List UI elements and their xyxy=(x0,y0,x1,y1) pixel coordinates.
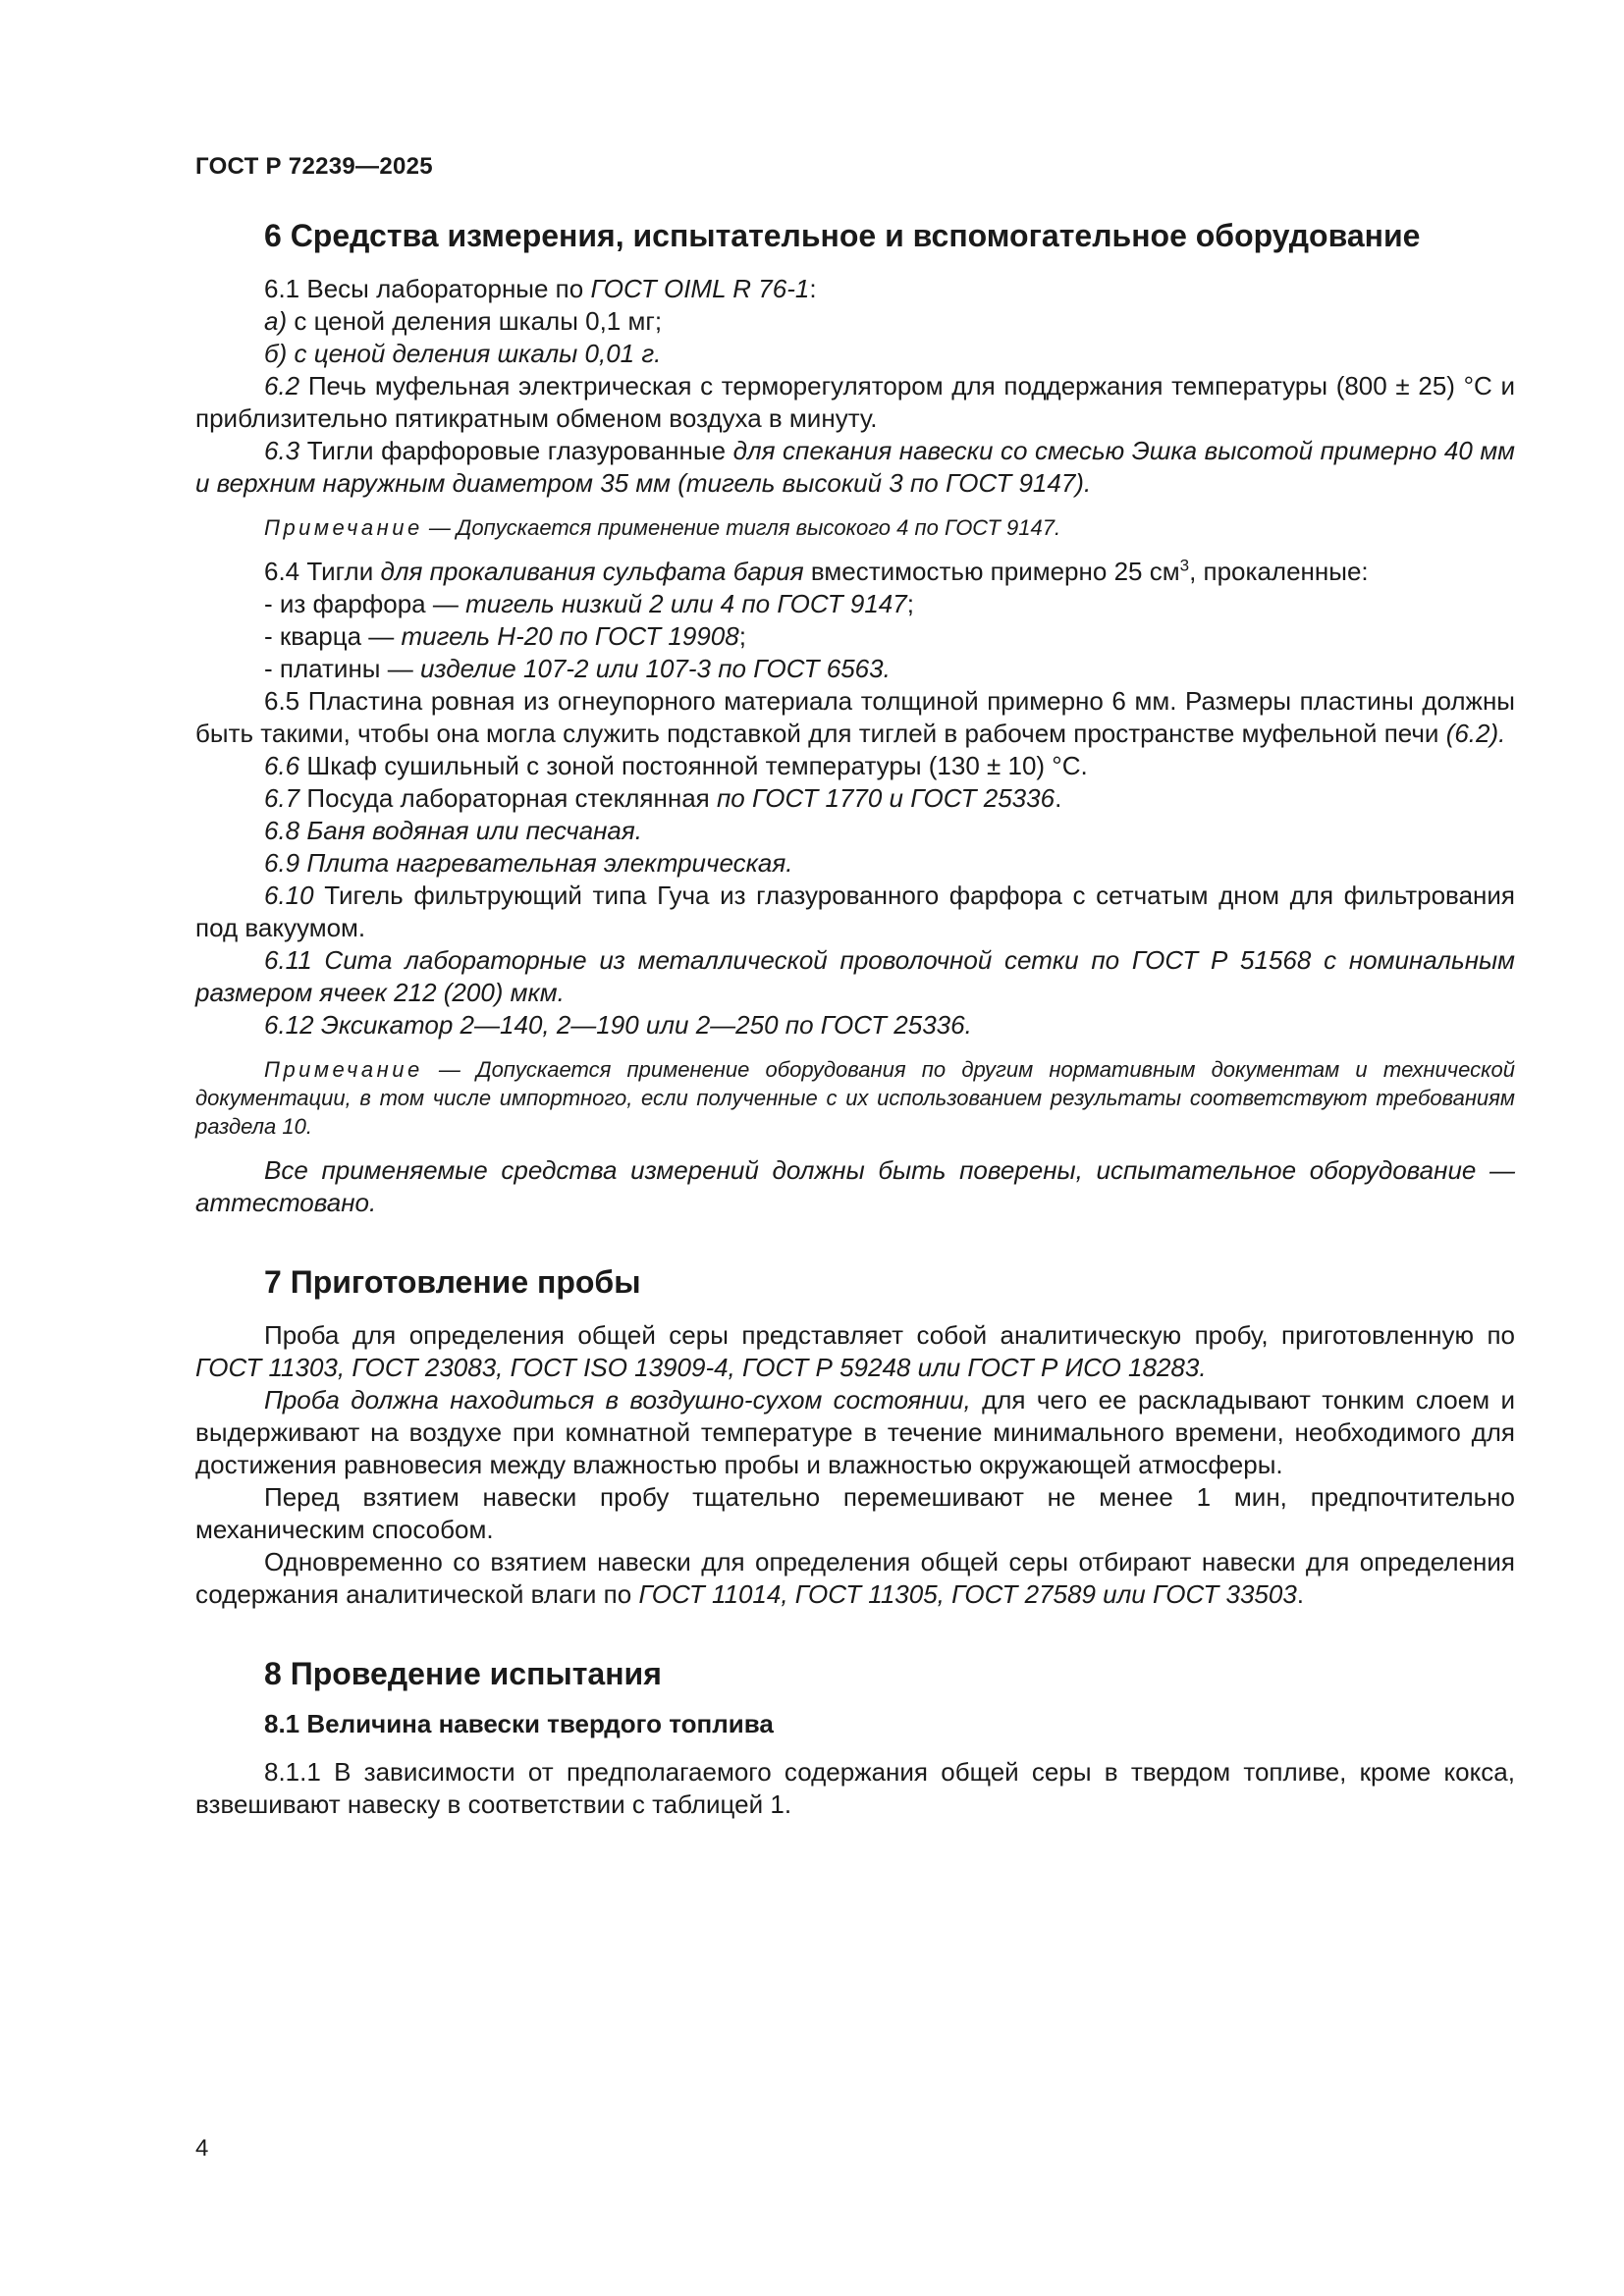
text-run: Проба должна находиться в воздушно-сухом состоянии, xyxy=(264,1385,971,1415)
text-run: Печь муфельная электрическая с терморегулятором для поддержания температуры (800 ± 25) °С и приблизительно пятикратным обменом воздуха в минуту. xyxy=(195,371,1515,433)
text-run: Тигель фильтрующий типа Гуча из глазурованного фарфора с сетчатым дном для фильтрования под вакуумом. xyxy=(195,881,1515,942)
text-run: ; xyxy=(906,589,914,618)
paragraph-6-7 xyxy=(195,782,1515,815)
text-run: Шкаф сушильный с зоной постоянной температуры (130 ± 10) °С. xyxy=(299,751,1088,780)
text-run: а) xyxy=(264,306,288,336)
paragraph-6-9 xyxy=(195,847,1515,880)
text-run: 6.11 Сита лабораторные из металлической проволочной сетки по ГОСТ Р 51568 с номинальным размером ячеек 212 (200) мкм. xyxy=(195,945,1515,1007)
paragraph-6-6 xyxy=(195,750,1515,782)
text-run: тигель Н-20 по ГОСТ 19908 xyxy=(401,621,739,651)
text-run: , прокаленные: xyxy=(1189,557,1369,586)
text-run: вместимостью примерно 25 см xyxy=(803,557,1180,586)
paragraph-7-1 xyxy=(195,1319,1515,1384)
text-run: ГОСТ 11014, ГОСТ 11305, ГОСТ 27589 или ГОСТ 33503 xyxy=(638,1579,1297,1609)
section-8-title: 8 Проведение испытания xyxy=(264,1656,662,1691)
text-run: (6.2). xyxy=(1445,719,1506,748)
text-run: 6.6 xyxy=(264,751,300,780)
document-header-id: ГОСТ Р 72239—2025 xyxy=(195,153,433,180)
text-run: . xyxy=(1296,1579,1305,1609)
paragraph-6-final xyxy=(195,1154,1515,1219)
note-label: Примечание xyxy=(264,1057,423,1082)
paragraph-6-1 xyxy=(195,273,1515,305)
section-7-title: 7 Приготовление пробы xyxy=(264,1264,641,1300)
paragraph-6-2 xyxy=(195,370,1515,435)
paragraph-6-12 xyxy=(195,1009,1515,1041)
text-run: тигель низкий 2 или 4 по ГОСТ 9147 xyxy=(465,589,907,618)
text-run: для чего ее раскладывают тонким слоем и выдерживают на воздухе при комнатной температуре в течение минимального времени, необходимого для достижения равновесия между влажностью пробы и влажностью окружающей атмосферы. xyxy=(195,1385,1515,1479)
text-run: Посуда лабораторная стеклянная xyxy=(299,783,717,813)
text-run: 6.12 Эксикатор 2—140, 2—190 или 2—250 по ГОСТ 25336. xyxy=(264,1010,972,1040)
page-number: 4 xyxy=(195,2135,209,2162)
paragraph-6-11 xyxy=(195,944,1515,1009)
section-6-title: 6 Средства измерения, испытательное и вспомогательное оборудование xyxy=(264,218,1421,253)
text-run: для спекания навески со смесью Эшка высотой примерно 40 мм и верхним наружным диаметром 35 мм (тигель высокий 3 по ГОСТ 9147). xyxy=(195,436,1515,498)
text-run: 6.3 xyxy=(264,436,300,465)
text-run: : xyxy=(809,274,817,303)
paragraph-6-4 xyxy=(195,556,1515,588)
paragraph-6-8 xyxy=(195,815,1515,847)
paragraph-7-3: Перед взятием навески пробу тщательно перемешивают не менее 1 мин, предпочтительно механическим способом. xyxy=(195,1482,1515,1544)
text-run: . xyxy=(1055,783,1062,813)
text-run: изделие 107-2 или 107-3 по ГОСТ 6563. xyxy=(419,654,891,683)
subsection-8-1-title: 8.1 Величина навески твердого топлива xyxy=(264,1709,774,1738)
paragraph-6-3 xyxy=(195,435,1515,500)
list-item-6-4-2 xyxy=(195,620,1515,653)
text-run: 6.7 xyxy=(264,783,300,813)
paragraph-7-2 xyxy=(195,1384,1515,1481)
text-run: Тигли фарфоровые глазурованные xyxy=(299,436,733,465)
superscript: 3 xyxy=(1179,556,1190,575)
text-run: б) с ценой деления шкалы 0,01 г. xyxy=(264,339,662,368)
paragraph-7-4 xyxy=(195,1546,1515,1611)
document-body xyxy=(195,216,1515,1821)
text-run: 6.9 Плита нагревательная электрическая. xyxy=(264,848,793,878)
text-run: 6.8 Баня водяная или песчаная. xyxy=(264,816,642,845)
list-item-6-4-1 xyxy=(195,588,1515,620)
paragraph-8-1-1: 8.1.1 В зависимости от предполагаемого содержания общей серы в твердом топливе, кроме кокса, взвешивают навеску в соответствии с таблицей 1. xyxy=(195,1757,1515,1819)
text-run: 6.4 Тигли xyxy=(264,557,381,586)
text-run: Проба для определения общей серы представляет собой аналитическую пробу, приготовленную по xyxy=(264,1320,1515,1350)
list-item-6-1-b xyxy=(195,338,1515,370)
text-run: - платины — xyxy=(264,654,420,683)
text-run: - кварца — xyxy=(264,621,402,651)
list-item-6-4-3 xyxy=(195,653,1515,685)
note-2 xyxy=(195,1055,1515,1141)
text-run: Одновременно со взятием навески для определения общей серы отбирают навески для определения содержания аналитической влаги по xyxy=(195,1547,1515,1609)
text-run: ; xyxy=(738,621,746,651)
text-run: для прокаливания сульфата бария xyxy=(380,557,804,586)
text-run: 6.2 xyxy=(264,371,300,400)
note-1 xyxy=(195,513,1515,542)
reference-italic: ГОСТ OIML R 76-1 xyxy=(590,274,810,303)
note-text: — Допускается применение тигля высокого 4 по ГОСТ 9147. xyxy=(422,515,1061,540)
paragraph-6-5 xyxy=(195,685,1515,750)
list-item-6-1-a xyxy=(195,305,1515,338)
note-label: Примечание xyxy=(264,515,423,540)
paragraph-6-10 xyxy=(195,880,1515,944)
text-run: ГОСТ 11303, ГОСТ 23083, ГОСТ ISO 13909-4, ГОСТ Р 59248 или ГОСТ Р ИСО 18283. xyxy=(195,1353,1207,1382)
text-run: 6.5 Пластина ровная из огнеупорного материала толщиной примерно 6 мм. Размеры пластины должны быть такими, чтобы она могла служить подставкой для тиглей в рабочем пространстве муфельной печи xyxy=(195,686,1515,748)
text-run: 6.10 xyxy=(264,881,314,910)
text-run: - из фарфора — xyxy=(264,589,466,618)
text-run: по ГОСТ 1770 и ГОСТ 25336 xyxy=(716,783,1056,813)
text-run: 6.1 Весы лабораторные по xyxy=(264,274,591,303)
text-run: с ценой деления шкалы 0,1 мг; xyxy=(287,306,663,336)
text-run: Все применяемые средства измерений должны быть поверены, испытательное оборудование — аттестовано. xyxy=(195,1155,1515,1217)
note-text: — Допускается применение оборудования по другим нормативным документам и технической документации, в том числе импортного, если полученные с их использованием результаты соответствуют требованиям раздела 10. xyxy=(195,1057,1515,1139)
